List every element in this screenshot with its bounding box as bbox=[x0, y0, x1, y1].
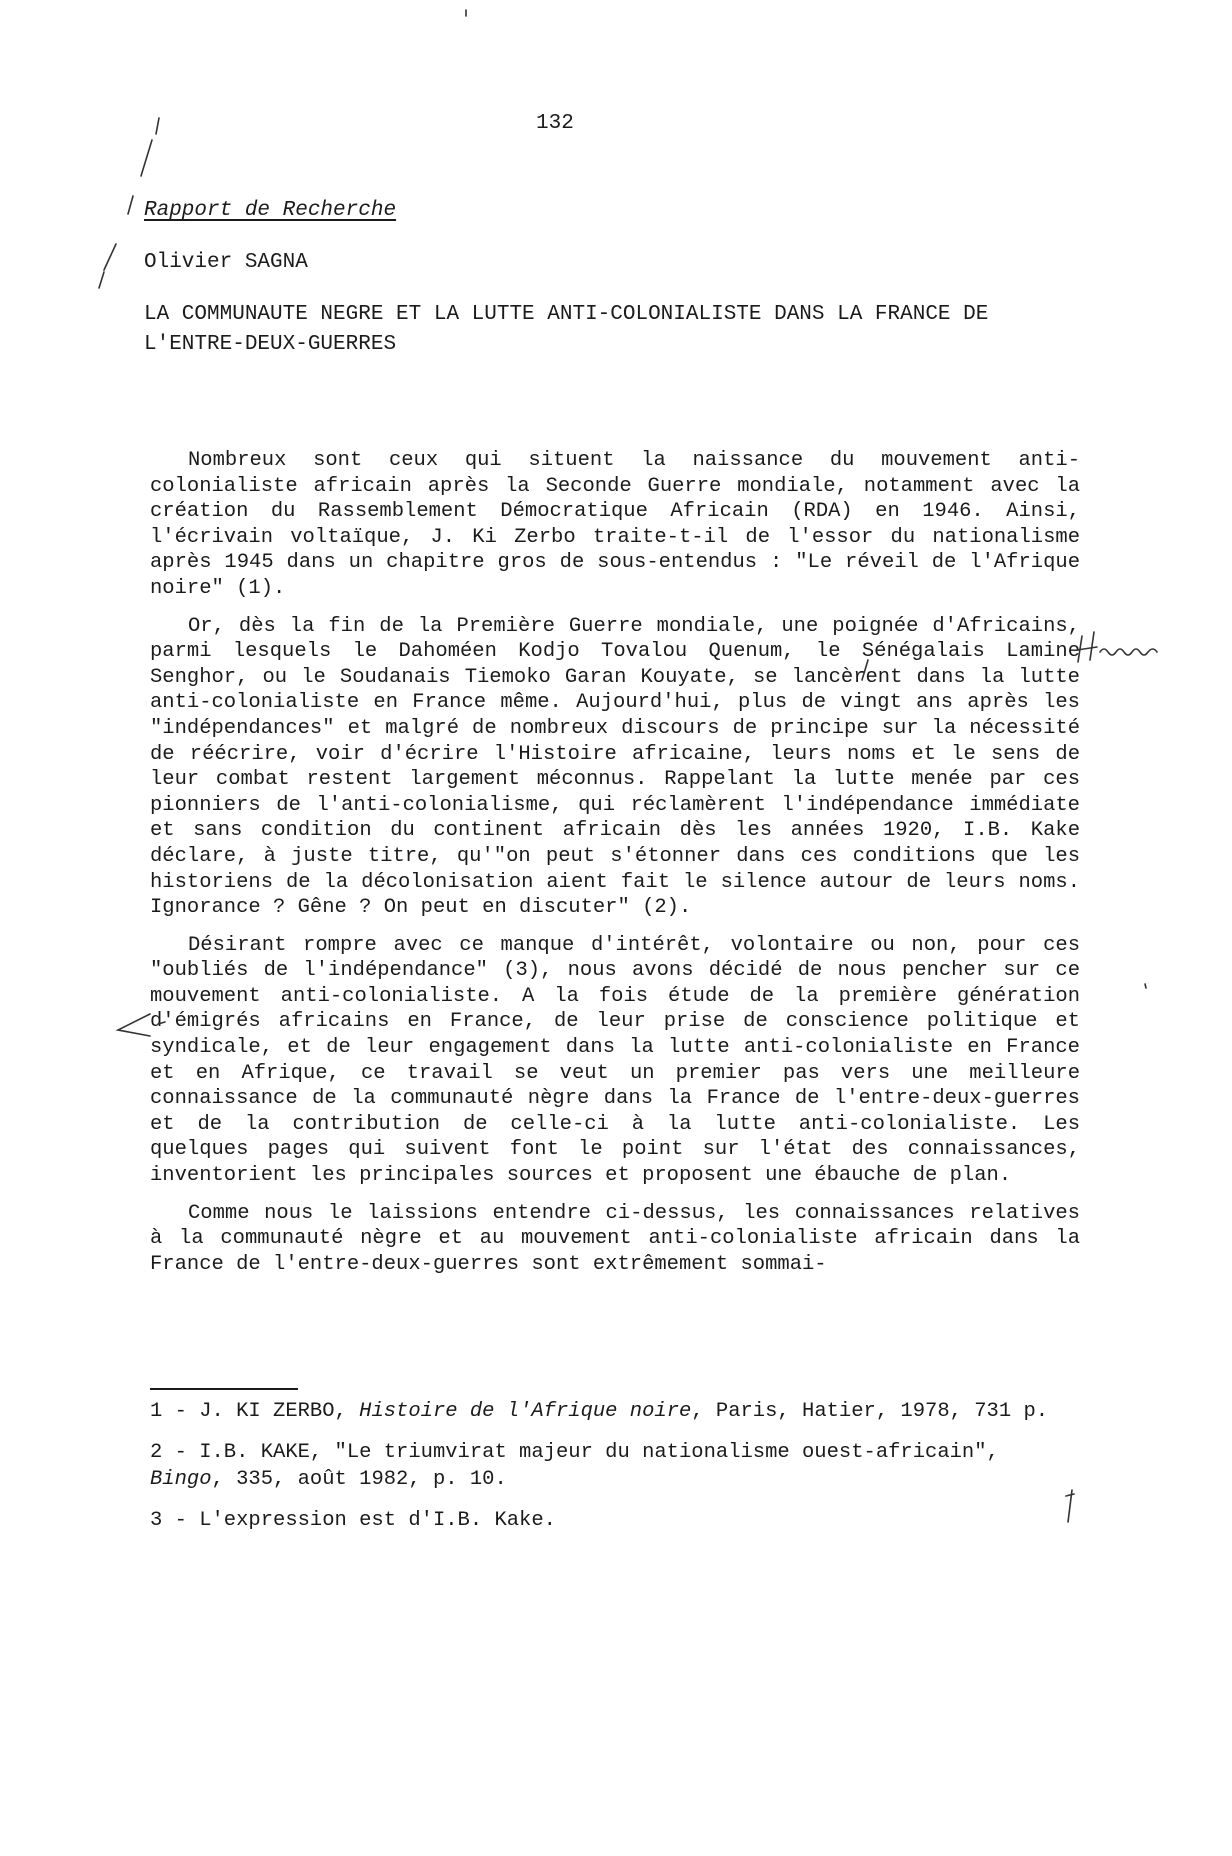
margin-stroke-1 bbox=[156, 118, 159, 134]
paragraph-2: Or, dès la fin de la Première Guerre mondiale, une poignée d'Africains, parmi lesquels le Dahoméen Kodjo Tovalou Quenum, le Sénégalais Lamine Senghor, ou le Soudanais Tiemoko Garan Kouyate, se lancèrent dans la lutte anti-colonialiste en France même. Aujourd'hui, plus de vingt ans après les "indépendances" et malgré de nombreux discours de principe sur la nécessité de réécrire, voir d'écrire l'Histoire africaine, leurs noms et le sens de leur combat restent largement méconnus. Rappelant la lutte menée par ces pionniers de l'anti-colonialisme, qui réclamèrent l'indépendance immédiate et sans condition du continent africain dès les années 1920, I.B. Kake déclare, à juste titre, qu'"on peut s'étonner dans ces conditions que les historiens de la décolonisation aient fait le silence autour de leurs noms. Ignorance ? Gêne ? On peut en discuter" (2). bbox=[150, 614, 1080, 920]
author-name: Olivier SAGNA bbox=[144, 251, 308, 274]
margin-dot-right bbox=[1145, 984, 1146, 988]
margin-stroke-5 bbox=[99, 272, 104, 288]
margin-note-stroke-b bbox=[1090, 632, 1094, 660]
paragraph-3: Désirant rompre avec ce manque d'intérêt, volontaire ou non, pour ces "oubliés de l'indépendance" (3), nous avons décidé de nous pencher sur ce mouvement anti-colonialiste. A la fois étude de la première génération d'émigrés africains en France, de leur prise de conscience politique et syndicale, et de leur engagement dans la lutte anti-colonialiste en France et en Afrique, ce travail se veut un premier pas vers une meilleure connaissance de la communauté nègre dans la France de l'entre-deux-guerres et de la contribution de celle-ci à la lutte anti-colonialiste. Les quelques pages qui suivent font le point sur l'état des connaissances, inventorient les principales sources et proposent une ébauche de plan. bbox=[150, 933, 1080, 1188]
footnote-2-journal-title: Bingo bbox=[150, 1468, 212, 1491]
footnote-2-suffix: , 335, août 1982, p. 10. bbox=[211, 1468, 507, 1491]
body-text bbox=[150, 448, 1080, 1289]
paragraph-4: Comme nous le laissions entendre ci-dessus, les connaissances relatives à la communauté nègre et au mouvement anti-colonialiste africain dans la France de l'entre-deux-guerres sont extrêmement sommai- bbox=[150, 1201, 1080, 1276]
page-number: 132 bbox=[536, 112, 574, 135]
footnote-separator bbox=[150, 1388, 298, 1390]
footnotes bbox=[150, 1398, 1080, 1548]
margin-note-stroke-c bbox=[1077, 647, 1097, 650]
margin-stroke-4 bbox=[104, 244, 116, 270]
footnote-1-book-title: Histoire de l'Afrique noire bbox=[359, 1400, 692, 1423]
footnote-1-prefix: 1 - J. KI ZERBO, bbox=[150, 1400, 360, 1423]
footnote-1-suffix: , Paris, Hatier, 1978, 731 p. bbox=[691, 1400, 1049, 1423]
margin-stroke-2 bbox=[141, 140, 152, 176]
document-title: LA COMMUNAUTE NEGRE ET LA LUTTE ANTI-COLONIALISTE DANS LA FRANCE DE L'ENTRE-DEUX-GUERRES bbox=[144, 303, 989, 356]
footnote-2-prefix: 2 - I.B. KAKE, "Le triumvirat majeur du nationalisme ouest-africain", bbox=[150, 1441, 999, 1464]
footnote-3-text: 3 - L'expression est d'I.B. Kake. bbox=[150, 1509, 556, 1532]
margin-note-stroke-d bbox=[1100, 649, 1157, 655]
report-label: Rapport de Recherche bbox=[144, 199, 397, 222]
document-header bbox=[144, 196, 1044, 360]
paragraph-1: Nombreux sont ceux qui situent la naissance du mouvement anti-colonialiste africain après la Seconde Guerre mondiale, notamment avec la création du Rassemblement Démocratique Africain (RDA) en 1946. Ainsi, l'écrivain voltaïque, J. Ki Zerbo traite-t-il de l'essor du nationalisme après 1945 dans un chapitre gros de sous-entendus : "Le réveil de l'Afrique noire" (1). bbox=[150, 449, 1080, 600]
footnote-1 bbox=[150, 1398, 1080, 1425]
footnote-2 bbox=[150, 1439, 1080, 1493]
footnote-3 bbox=[150, 1507, 1080, 1534]
margin-arrow-mark bbox=[118, 1014, 150, 1036]
margin-stroke-3 bbox=[128, 196, 133, 214]
